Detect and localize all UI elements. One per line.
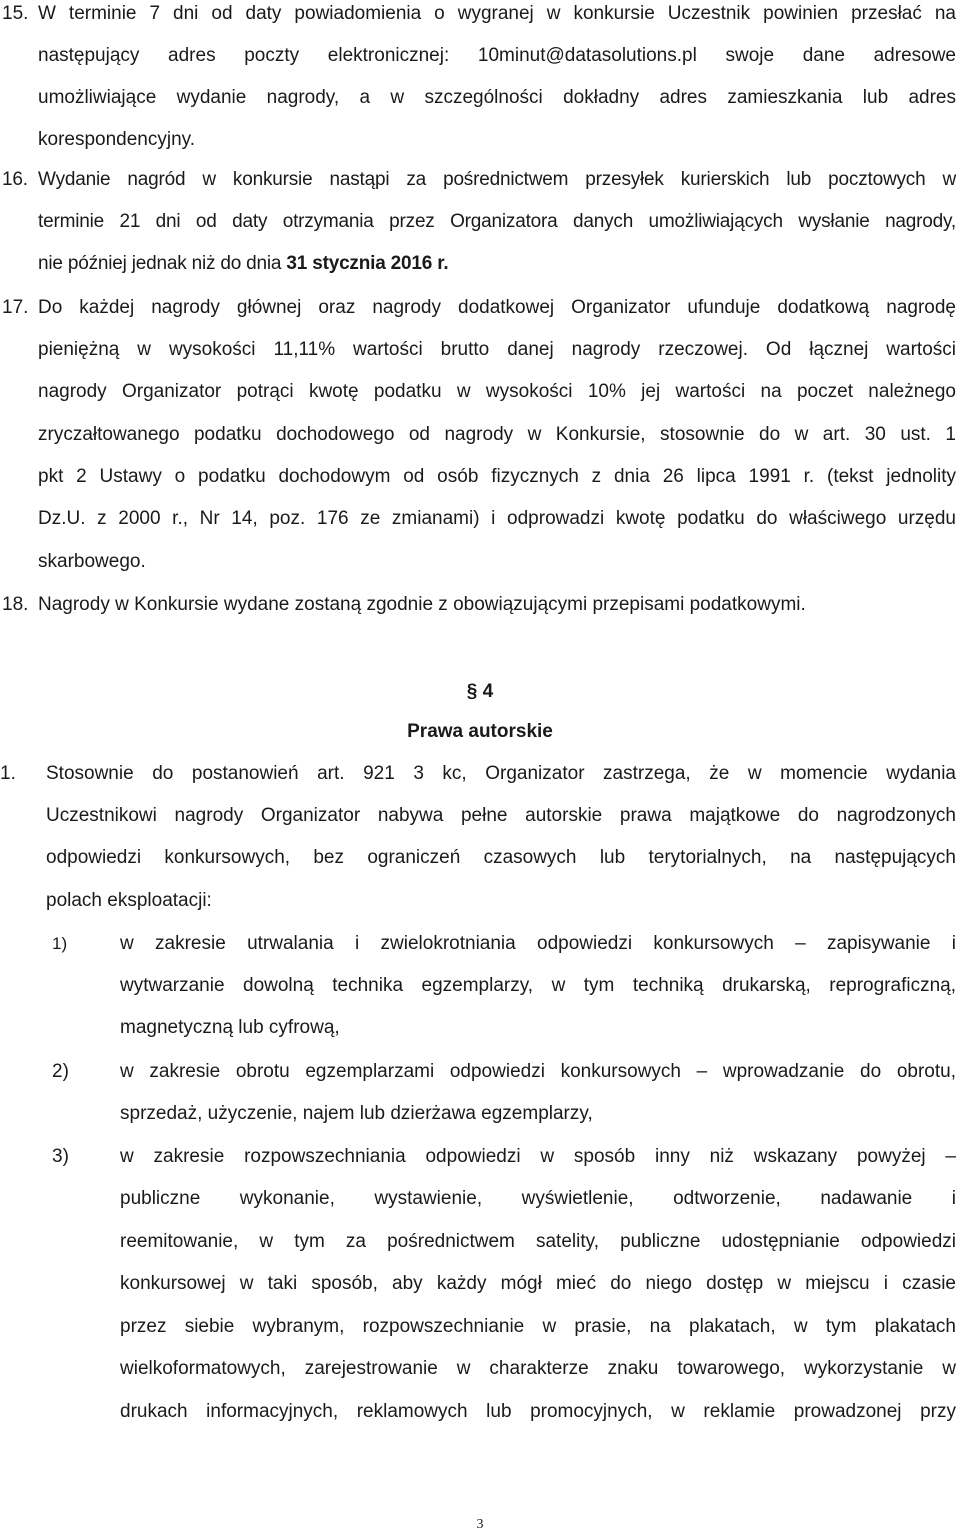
item-line: w zakresie rozpowszechniania odpowiedzi w sposób inny niż wskazany powyżej – bbox=[120, 1146, 956, 1167]
paragraph-line: pieniężną w wysokości 11,11% wartości brutto danej nagrody rzeczowej. Od łącznej wartości bbox=[38, 339, 956, 360]
item-number: 2) bbox=[52, 1061, 69, 1082]
section-number bbox=[0, 680, 960, 704]
paragraph-number: 17. bbox=[2, 297, 29, 318]
item-line: sprzedaż, użyczenie, najem lub dzierżawa egzemplarzy, bbox=[120, 1103, 593, 1124]
paragraph-line: odpowiedzi konkursowych, bez ograniczeń czasowych lub terytorialnych, na następujących bbox=[46, 847, 956, 868]
paragraph-number: 15. bbox=[2, 3, 29, 24]
paragraph-line: W terminie 7 dni od daty powiadomienia o wygranej w konkursie Uczestnik powinien przesłać na bbox=[38, 3, 956, 24]
paragraph-line: Do każdej nagrody głównej oraz nagrody dodatkowej Organizator ufunduje dodatkową nagrodę bbox=[38, 297, 956, 318]
item-line: drukach informacyjnych, reklamowych lub promocyjnych, w reklamie prowadzonej przy bbox=[120, 1401, 956, 1422]
deadline-date: 31 stycznia 2016 r. bbox=[286, 253, 449, 274]
paragraph-line: polach eksploatacji: bbox=[46, 890, 212, 911]
section-number-value: 4 bbox=[482, 681, 494, 702]
paragraph-number: 16. bbox=[2, 169, 28, 190]
paragraph-text: nie później jednak niż do dnia bbox=[38, 253, 282, 274]
item-line: publiczne wykonanie, wystawienie, wyświetlenie, odtworzenie, nadawanie i bbox=[120, 1188, 956, 1209]
paragraph-line: umożliwiające wydanie nagrody, a w szczególności dokładny adres zamieszkania lub adres bbox=[38, 87, 956, 108]
paragraph-line: skarbowego. bbox=[38, 551, 146, 572]
item-number: 3) bbox=[52, 1146, 69, 1167]
item-number: 1) bbox=[52, 934, 68, 953]
paragraph-number: 1. bbox=[0, 763, 16, 784]
item-line: reemitowanie, w tym za pośrednictwem satelity, publiczne udostępnianie odpowiedzi bbox=[120, 1231, 956, 1252]
paragraph-line: terminie 21 dni od daty otrzymania przez Organizatora danych umożliwiających wysłanie nagrody, bbox=[38, 211, 956, 232]
paragraph-line: Nagrody w Konkursie wydane zostaną zgodnie z obowiązującymi przepisami podatkowymi. bbox=[38, 594, 806, 615]
paragraph-line: korespondencyjny. bbox=[38, 129, 196, 150]
paragraph-line: zryczałtowanego podatku dochodowego od nagrody w Konkursie, stosownie do w art. 30 ust. 1 bbox=[38, 424, 956, 445]
paragraph-number: 18. bbox=[2, 594, 29, 615]
item-line: w zakresie obrotu egzemplarzami odpowiedzi konkursowych – wprowadzanie do obrotu, bbox=[120, 1061, 956, 1082]
paragraph-line: następujący adres poczty elektronicznej: 10minut@datasolutions.pl swoje dane adresowe bbox=[38, 45, 956, 66]
section-title: Prawa autorskie bbox=[407, 721, 553, 742]
paragraph-line: Uczestnikowi nagrody Organizator nabywa pełne autorskie prawa majątkowe do nagrodzonych bbox=[46, 805, 956, 826]
section-sign-icon: § bbox=[466, 681, 483, 702]
item-line: wytwarzanie dowolną technika egzemplarzy, w tym techniką drukarską, reprograficzną, bbox=[120, 975, 956, 996]
item-line: wielkoformatowych, zarejestrowanie w charakterze znaku towarowego, wykorzystanie w bbox=[120, 1358, 956, 1379]
paragraph-line: nagrody Organizator potrąci kwotę podatku w wysokości 10% jej wartości na poczet należnego bbox=[38, 381, 956, 402]
paragraph-line: Wydanie nagród w konkursie nastąpi za pośrednictwem przesyłek kurierskich lub pocztowych w bbox=[38, 169, 956, 190]
paragraph-line: Stosownie do postanowień art. 921 3 kc, Organizator zastrzega, że w momencie wydania bbox=[46, 763, 956, 784]
paragraph-line: Dz.U. z 2000 r., Nr 14, poz. 176 ze zmianami) i odprowadzi kwotę podatku do właściwego urzędu bbox=[38, 508, 956, 529]
item-line: magnetyczną lub cyfrową, bbox=[120, 1017, 340, 1038]
paragraph-line: pkt 2 Ustawy o podatku dochodowym od osób fizycznych z dnia 26 lipca 1991 r. (tekst jednolity bbox=[38, 466, 956, 487]
paragraph-line bbox=[38, 243, 956, 286]
item-line: konkursowej w taki sposób, aby każdy mógł mieć do niego dostęp w miejscu i czasie bbox=[120, 1273, 956, 1294]
item-line: w zakresie utrwalania i zwielokrotniania odpowiedzi konkursowych – zapisywanie i bbox=[120, 933, 956, 954]
item-line: przez siebie wybranym, rozpowszechnianie w prasie, na plakatach, w tym plakatach bbox=[120, 1316, 956, 1337]
page-number: 3 bbox=[476, 1517, 484, 1532]
